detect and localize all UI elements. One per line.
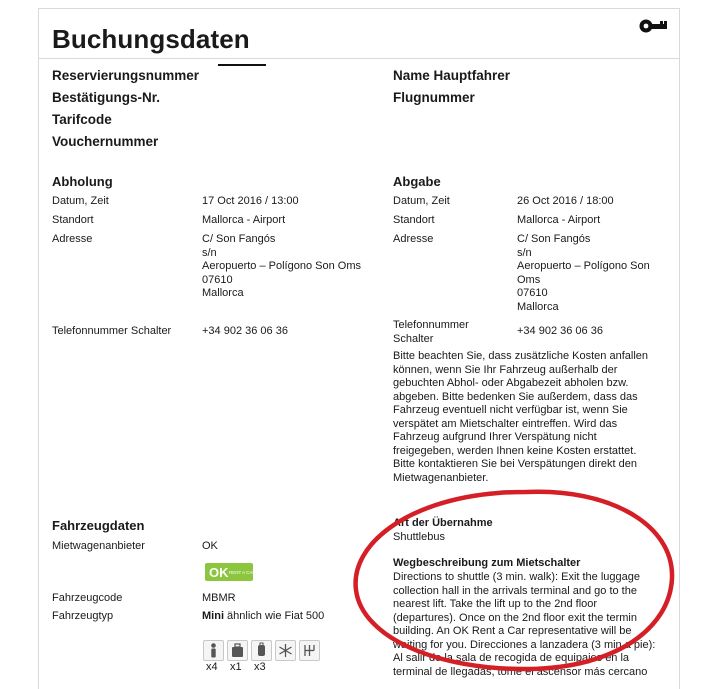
bag-count: x3: [254, 661, 266, 673]
luggage-icon: [227, 640, 248, 661]
vehicle-heading: Fahrzeugdaten: [52, 518, 145, 533]
dropoff-address: C/ Son Fangós s/n Aeropuerto – Polígono Son Oms 07610 Mallorca: [517, 233, 650, 313]
pickup-address-label: Adresse: [52, 233, 93, 245]
flight-label: Flugnummer: [393, 90, 475, 105]
dropoff-location-label: Standort: [393, 214, 435, 226]
bag-icon: [251, 640, 272, 661]
directions-text: Directions to shuttle (3 min. walk): Exit the luggage collection hall in the arrivals terminal and go to the nearest lift. Take the lift up to the 2nd floor (departures). Once on the 2nd floor exit the termin building. An OK Rent a Car representative will be waiting for you. Direcciones a lanzadera (3 min a pie): Al salir de la sala de recogida de equipajes en la terminal de llegadas, tome el ascensor más cercano: [393, 571, 656, 678]
pickup-datetime: 17 Oct 2016 / 13:00: [202, 195, 299, 207]
pickup-location-label: Standort: [52, 214, 94, 226]
redacted-value: [218, 64, 266, 66]
code-value: MBMR: [202, 592, 236, 604]
page-title: Buchungsdaten: [52, 24, 250, 54]
type-label: Fahrzeugtyp: [52, 610, 114, 622]
provider-label: Mietwagenanbieter: [52, 540, 145, 552]
svg-text:RENT A CAR: RENT A CAR: [229, 570, 256, 575]
late-notice: Bitte beachten Sie, dass zusätzliche Kosten anfallen können, wenn Sie Ihr Fahrzeug außerhalb der gebuchten Abhol- oder Abgabezeit abholen bzw. abgeben. Bitte bedenken Sie außerdem, dass das Fahrzeug eventuell nicht verfügbar ist, wenn Sie verspätet am Mietschalter eintreffen. Wird das Fahrzeug aufgrund Ihrer Verspätung nicht freigegeben, werden Ihnen keine Kosten erstattet. Bitte kontaktieren Sie bei Verspätungen direkt den Mietwagenanbieter.: [393, 350, 648, 484]
passenger-count: x4: [206, 661, 218, 673]
code-label: Fahrzeugcode: [52, 592, 123, 604]
passenger-icon: [203, 640, 224, 661]
pickup-address: C/ Son Fangós s/n Aeropuerto – Polígono Son Oms 07610 Mallorca: [202, 233, 361, 299]
key-icon: [638, 18, 668, 34]
voucher-label: Vouchernummer: [52, 134, 159, 149]
pickup-phone-label: Telefonnummer Schalter: [52, 325, 172, 337]
confirmation-label: Bestätigungs-Nr.: [52, 90, 161, 105]
pickup-datetime-label: Datum, Zeit: [52, 195, 109, 207]
dropoff-datetime-label: Datum, Zeit: [393, 195, 450, 207]
dropoff-address-label: Adresse: [393, 233, 434, 245]
pickup-location: Mallorca - Airport: [202, 214, 286, 226]
red-annotation-ellipse: [348, 486, 678, 672]
pickup-heading: Abholung: [52, 174, 113, 189]
directions-heading: Wegbeschreibung zum Mietschalter: [393, 557, 581, 569]
dropoff-phone: +34 902 36 06 36: [517, 325, 603, 337]
tariff-label: Tarifcode: [52, 112, 112, 127]
svg-text:OK: OK: [209, 565, 229, 580]
ok-rent-a-car-logo: [205, 563, 256, 581]
pickup-phone: +34 902 36 06 36: [202, 325, 288, 337]
title-divider: [38, 58, 679, 59]
dropoff-location: Mallorca - Airport: [517, 214, 601, 226]
aircon-icon: [275, 640, 296, 661]
type-value: Mini ähnlich wie Fiat 500: [202, 610, 325, 622]
driver-label: Name Hauptfahrer: [393, 68, 511, 83]
luggage-count: x1: [230, 661, 242, 673]
transfer-heading: Art der Übernahme: [393, 517, 493, 529]
dropoff-phone-label: Telefonnummer Schalter: [393, 319, 469, 345]
dropoff-heading: Abgabe: [393, 174, 441, 189]
reservation-label: Reservierungsnummer: [52, 68, 200, 83]
gearbox-icon: [299, 640, 320, 661]
dropoff-datetime: 26 Oct 2016 / 18:00: [517, 195, 614, 207]
provider-value: OK: [202, 540, 218, 552]
transfer-value: Shuttlebus: [393, 531, 445, 543]
